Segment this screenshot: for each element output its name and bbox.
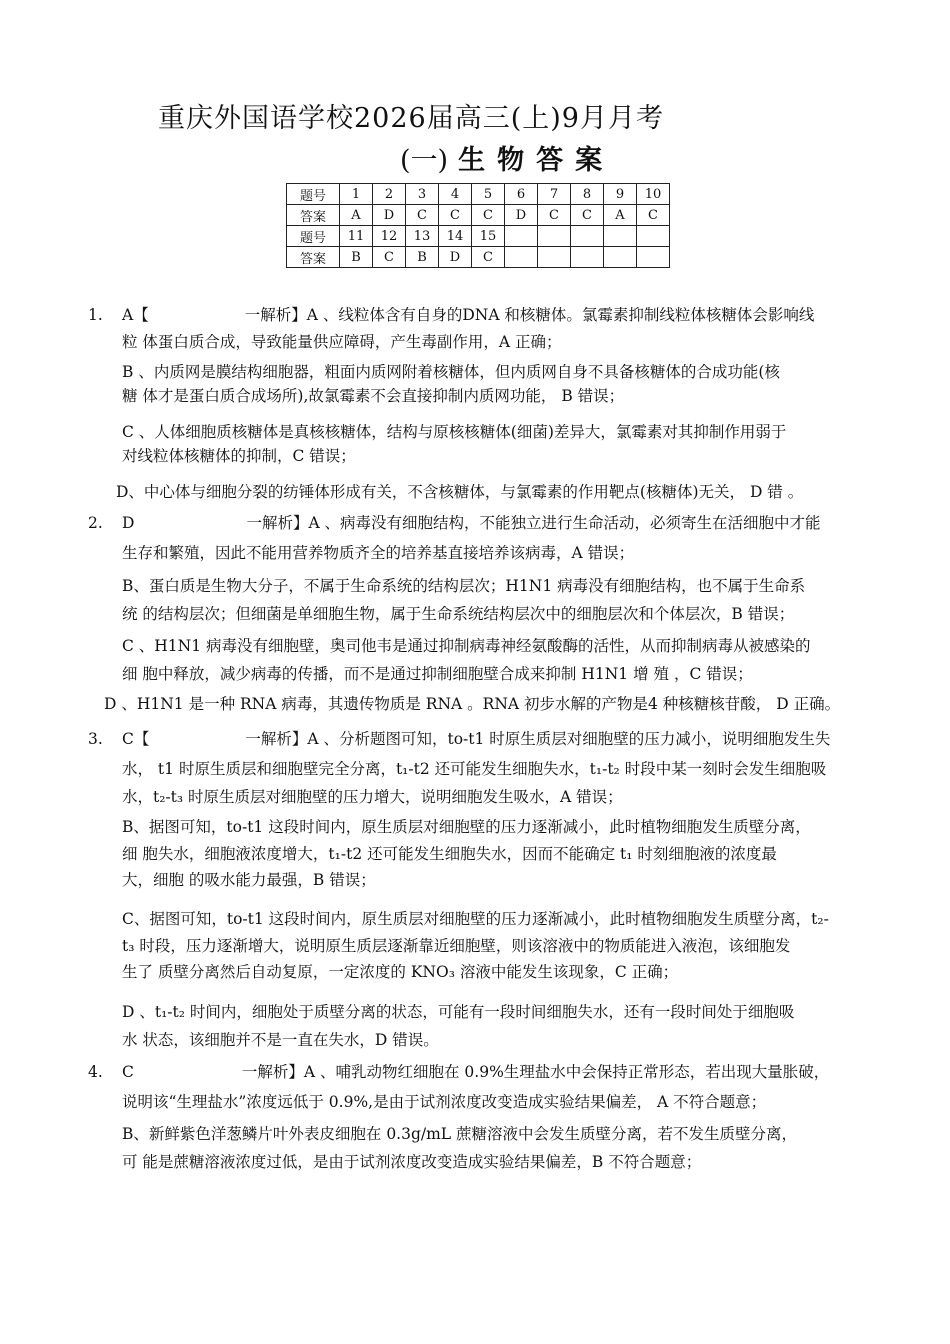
- table-cell: 11: [340, 226, 373, 247]
- question-head: [122, 511, 821, 535]
- paragraph: 水，t₂-t₃ 时原生质层对细胞壁的压力增大，说明细胞发生吸水，A 错误；: [122, 788, 623, 806]
- table-cell: C: [571, 205, 604, 226]
- paragraph: D 、H1N1 是一种 RNA 病毒，其遗传物质是 RNA 。RNA 初步水解的产物是4 种核糖核苷酸， D 正确。: [104, 695, 841, 713]
- table-cell: 3: [406, 184, 439, 205]
- table-cell: [571, 226, 604, 247]
- row-label: 答案: [287, 205, 340, 226]
- table-cell: 13: [406, 226, 439, 247]
- table-cell: C: [439, 205, 472, 226]
- table-cell: D: [505, 205, 538, 226]
- table-cell: [538, 247, 571, 268]
- paragraph: 生了 质壁分离然后自动复原，一定浓度的 KNO₃ 溶液中能发生该现象，C 正确；: [122, 963, 679, 981]
- paragraph: 大，细胞 的吸水能力最强，B 错误；: [122, 871, 376, 889]
- question-head: [122, 303, 814, 327]
- table-cell: [538, 226, 571, 247]
- table-cell: A: [604, 205, 637, 226]
- row-label: 题号: [287, 226, 340, 247]
- paragraph: B、蛋白质是生物大分子，不属于生命系统的结构层次；H1N1 病毒没有细胞结构，也不属于生命系: [122, 577, 806, 595]
- table-row: [287, 247, 670, 268]
- answer-letter: C【: [122, 730, 150, 748]
- table-cell: 8: [571, 184, 604, 205]
- row-label: 题号: [287, 184, 340, 205]
- table-cell: [604, 247, 637, 268]
- paragraph: 细 胞失水，细胞液浓度增大，t₁-t2 还可能发生细胞失水，因而不能确定 t₁ 时刻细胞液的浓度最: [122, 845, 777, 863]
- paragraph: B、新鲜紫色洋葱鳞片叶外表皮细胞在 0.3g/mL 蔗糖溶液中会发生质壁分离，若不发生质壁分离，: [122, 1125, 798, 1143]
- paragraph: B 、内质网是膜结构细胞器，粗面内质网附着核糖体，但内质网自身不具备核糖体的合成功能(核: [122, 363, 780, 381]
- table-cell: [637, 226, 670, 247]
- page-title: 重庆外国语学校2026届高三(上)9月月考: [158, 103, 664, 134]
- table-cell: [637, 247, 670, 268]
- analysis-line: 一解析】A 、病毒没有细胞结构，不能独立进行生命活动，必须寄生在活细胞中才能: [246, 514, 821, 532]
- question-number: 4.: [88, 1063, 103, 1081]
- paragraph: 糖 体才是蛋白质合成场所),故氯霉素不会直接抑制内质网功能， B 错误；: [122, 387, 625, 405]
- page-subtitle: [400, 138, 614, 177]
- table-cell: [505, 247, 538, 268]
- table-cell: 5: [472, 184, 505, 205]
- table-cell: 2: [373, 184, 406, 205]
- table-cell: 9: [604, 184, 637, 205]
- table-cell: 12: [373, 226, 406, 247]
- table-cell: 7: [538, 184, 571, 205]
- paragraph: 说明该“生理盐水”浓度远低于 0.9%,是由于试剂浓度改变造成实验结果偏差， A 不符合题意；: [122, 1093, 767, 1111]
- table-cell: B: [340, 247, 373, 268]
- answer-table: [286, 183, 670, 268]
- table-row: [287, 226, 670, 247]
- table-cell: D: [439, 247, 472, 268]
- table-cell: C: [637, 205, 670, 226]
- question-head: [122, 727, 830, 751]
- paragraph: 水， t1 时原生质层和细胞壁完全分离，t₁-t2 还可能发生细胞失水，t₁-t₂ 时段中某一刻时会发生细胞吸: [122, 760, 827, 778]
- paragraph: 水 状态，该细胞并不是一直在失水，D 错误。: [122, 1031, 439, 1049]
- table-cell: [604, 226, 637, 247]
- analysis-line: 一解析】A 、线粒体含有自身的DNA 和核糖体。氯霉素抑制线粒体核糖体会影响线: [244, 306, 815, 324]
- table-cell: 6: [505, 184, 538, 205]
- paragraph: C 、H1N1 病毒没有细胞壁，奥司他韦是通过抑制病毒神经氨酸酶的活性，从而抑制病毒从被感染的: [122, 637, 811, 655]
- paragraph: 统 的结构层次；但细菌是单细胞生物，属于生命系统结构层次中的细胞层次和个体层次，B 错误；: [122, 605, 795, 623]
- table-cell: 14: [439, 226, 472, 247]
- table-cell: B: [406, 247, 439, 268]
- table-cell: C: [538, 205, 571, 226]
- table-cell: [571, 247, 604, 268]
- answer-letter: D: [122, 514, 135, 532]
- paragraph: C、据图可知，to-t1 这段时间内，原生质层对细胞壁的压力逐渐减小，此时植物细胞发生质壁分离，t₂-: [122, 910, 829, 928]
- table-cell: 10: [637, 184, 670, 205]
- question-number: 1.: [88, 306, 103, 324]
- paragraph: 可 能是蔗糖溶液浓度过低，是由于试剂浓度改变造成实验结果偏差，B 不符合题意；: [122, 1153, 702, 1171]
- paragraph: 细 胞中释放，减少病毒的传播，而不是通过抑制细胞壁合成来抑制 H1N1 增 殖 ，C 错误；: [122, 665, 753, 683]
- table-cell: 4: [439, 184, 472, 205]
- paragraph: C 、人体细胞质核糖体是真核核糖体，结构与原核核糖体(细菌)差异大，氯霉素对其抑制作用弱于: [122, 423, 787, 441]
- table-cell: C: [406, 205, 439, 226]
- table-cell: C: [472, 205, 505, 226]
- paragraph: 生存和繁殖，因此不能用营养物质齐全的培养基直接培养该病毒，A 错误；: [122, 544, 635, 562]
- table-cell: A: [340, 205, 373, 226]
- table-cell: [505, 226, 538, 247]
- table-cell: D: [373, 205, 406, 226]
- table-cell: 15: [472, 226, 505, 247]
- answer-letter: A【: [122, 306, 149, 324]
- table-cell: C: [373, 247, 406, 268]
- paragraph: D 、t₁-t₂ 时间内，细胞处于质壁分离的状态，可能有一段时间细胞失水，还有一段时间处于细胞吸: [122, 1003, 795, 1021]
- question-head: [122, 1060, 829, 1084]
- table-cell: C: [472, 247, 505, 268]
- analysis-line: 一解析】A 、分析题图可知，to-t1 时原生质层对细胞壁的压力减小，说明细胞发生失: [245, 730, 831, 748]
- paragraph: D、中心体与细胞分裂的纺锤体形成有关，不含核糖体，与氯霉素的作用靶点(核糖体)无关， D 错 。: [116, 483, 804, 501]
- question-number: 2.: [88, 514, 103, 532]
- analysis-line: 一解析】A 、哺乳动物红细胞在 0.9%生理盐水中会保持正常形态，若出现大量胀破，: [241, 1063, 830, 1081]
- paragraph: B、据图可知，to-t1 这段时间内，原生质层对细胞壁的压力逐渐减小，此时植物细胞发生质壁分离，: [122, 818, 811, 836]
- table-row: [287, 184, 670, 205]
- question-number: 3.: [88, 730, 103, 748]
- table-row: [287, 205, 670, 226]
- paragraph: 粒 体蛋白质合成，导致能量供应障碍，产生毒副作用，A 正确；: [122, 333, 562, 351]
- paragraph: 对线粒体核糖体的抑制，C 错误；: [122, 447, 356, 465]
- row-label: 答案: [287, 247, 340, 268]
- table-cell: 1: [340, 184, 373, 205]
- answer-letter: C: [122, 1063, 134, 1081]
- subtitle-main: 生物答案: [458, 145, 615, 176]
- paragraph: t₃ 时段，压力逐渐增大，说明原生质层逐渐靠近细胞壁，则该溶液中的物质能进入液泡，该细胞发: [122, 937, 791, 955]
- subtitle-prefix: (一): [400, 145, 449, 176]
